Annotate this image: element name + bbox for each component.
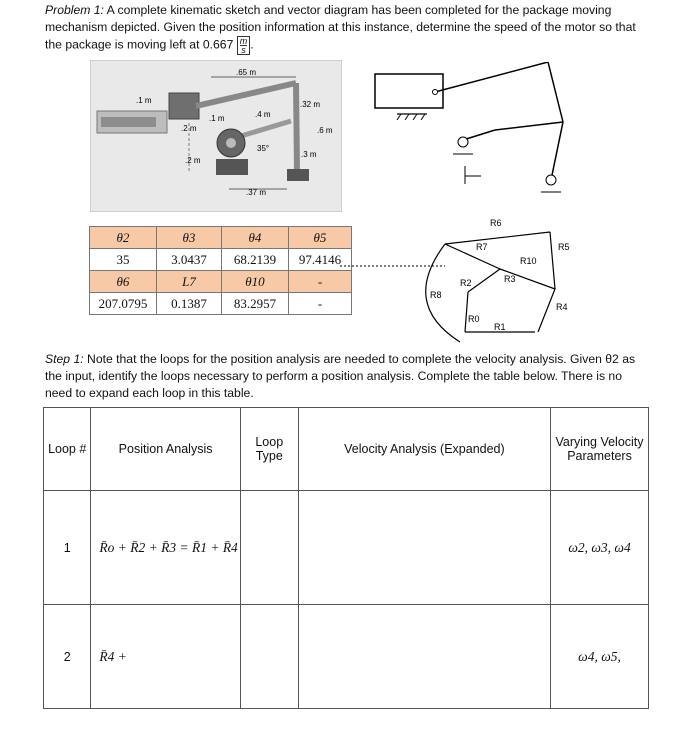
angle-header: - bbox=[289, 271, 352, 293]
angle-value: 0.1387 bbox=[157, 293, 222, 315]
kinematic-sketch bbox=[355, 62, 625, 198]
label-R4: R4 bbox=[556, 302, 568, 312]
problem-label: Problem 1: bbox=[45, 3, 104, 17]
angle-value: 35 bbox=[90, 249, 157, 271]
dim-2b: .2 m bbox=[185, 156, 201, 165]
dim-32: .32 m bbox=[300, 100, 321, 109]
step-instructions bbox=[45, 351, 645, 402]
table-row bbox=[44, 605, 649, 709]
angle-header: θ2 bbox=[90, 227, 157, 249]
velocity-cell[interactable] bbox=[298, 605, 550, 709]
angle-header: L7 bbox=[157, 271, 222, 293]
mechanism-photo-drawing bbox=[91, 61, 341, 211]
loop-table bbox=[43, 407, 649, 709]
velocity-cell[interactable] bbox=[298, 491, 550, 605]
table-row bbox=[44, 491, 649, 605]
loop-type-cell[interactable] bbox=[240, 605, 298, 709]
problem-statement: Problem 1: A complete kinematic sketch and vector diagram has been completed for the package moving mechanism depicted. Given the position information at this instance, determine the speed of the motor so that the package is moving left at 0.667 $\frac{m}{s}$ . bbox=[45, 3, 636, 55]
header-velocity: Velocity Analysis (Expanded) bbox=[298, 408, 550, 491]
dim-065: .65 m bbox=[236, 68, 257, 77]
step-label: Step 1: bbox=[45, 352, 84, 366]
angle-header: θ6 bbox=[90, 271, 157, 293]
label-R6: R6 bbox=[490, 218, 502, 228]
angle-value: 68.2139 bbox=[222, 249, 289, 271]
angles-header-row-1 bbox=[90, 227, 352, 249]
header-loop: Loop # bbox=[44, 408, 91, 491]
step-text: Note that the loops for the position analysis are needed to complete the velocity analysis. Given θ2 as the input, identify the loops necessary to perform a position analysis. Complete the table below. There is no need to expand each loop in this table. bbox=[45, 352, 636, 400]
loop-number: 1 bbox=[44, 491, 91, 605]
dim-1a: .1 m bbox=[136, 96, 152, 105]
problem-text: A complete kinematic sketch and vector diagram has been completed for the package moving mechanism depicted. Given the position information at this instance, determine the speed of the motor so that the package is moving left at 0.667 bbox=[45, 3, 636, 52]
header-position: Position Analysis bbox=[91, 408, 240, 491]
loop-number: 2 bbox=[44, 605, 91, 709]
vector-diagram-drawing bbox=[340, 214, 590, 364]
label-R8: R8 bbox=[430, 290, 442, 300]
label-R2: R2 bbox=[460, 278, 472, 288]
header-type: Loop Type bbox=[240, 408, 298, 491]
label-R0: R0 bbox=[468, 314, 480, 324]
angles-header-row-2 bbox=[90, 271, 352, 293]
angle-value: 83.2957 bbox=[222, 293, 289, 315]
label-R7: R7 bbox=[476, 242, 488, 252]
dim-37: .37 m bbox=[246, 188, 267, 197]
dim-4: .4 m bbox=[255, 110, 271, 119]
angles-table bbox=[89, 226, 352, 315]
angle-header: θ10 bbox=[222, 271, 289, 293]
label-R5: R5 bbox=[558, 242, 570, 252]
dim-1b: .1 m bbox=[209, 114, 225, 123]
mechanism-photo bbox=[90, 60, 342, 212]
angle-value: 97.4146 bbox=[289, 249, 352, 271]
vector-diagram bbox=[340, 214, 590, 364]
dim-3: .3 m bbox=[301, 150, 317, 159]
label-R1: R1 bbox=[494, 322, 506, 332]
angles-value-row-2 bbox=[90, 293, 352, 315]
angle-value: 207.0795 bbox=[90, 293, 157, 315]
angles-value-row-1 bbox=[90, 249, 352, 271]
angle-header: θ4 bbox=[222, 227, 289, 249]
position-equation[interactable]: R̄o + R̄2 + R̄3 = R̄1 + R̄4 bbox=[91, 491, 240, 605]
angle-header: θ3 bbox=[157, 227, 222, 249]
velocity-params[interactable]: ω4, ω5, bbox=[551, 605, 649, 709]
loop-table-header bbox=[44, 408, 649, 491]
kinematic-sketch-drawing bbox=[355, 62, 625, 198]
angle-header: θ5 bbox=[289, 227, 352, 249]
label-R10: R10 bbox=[520, 256, 537, 266]
dim-6: .6 m bbox=[317, 126, 333, 135]
angle-value: 3.0437 bbox=[157, 249, 222, 271]
velocity-params[interactable]: ω2, ω3, ω4 bbox=[551, 491, 649, 605]
angle-value: - bbox=[289, 293, 352, 315]
dim-2a: .2 m bbox=[181, 124, 197, 133]
unit-fraction: $\frac{m}{s}$ bbox=[237, 36, 251, 55]
header-params: Varying Velocity Parameters bbox=[551, 408, 649, 491]
position-equation[interactable]: R̄4 + bbox=[91, 605, 240, 709]
loop-type-cell[interactable] bbox=[240, 491, 298, 605]
label-R3: R3 bbox=[504, 274, 516, 284]
dim-angle: 35° bbox=[257, 144, 270, 153]
